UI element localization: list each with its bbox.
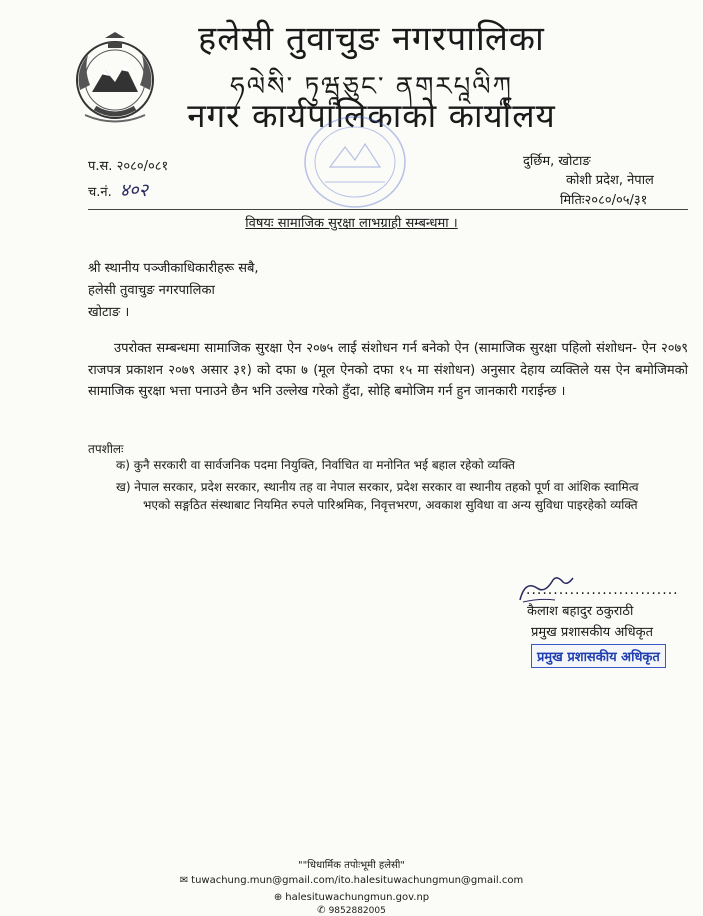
footer-phone-row [0, 905, 703, 916]
footer-website[interactable]: halesituwachungmun.gov.np [285, 892, 430, 903]
signatory-title: प्रमुख प्रशासकीय अधिकृत [531, 625, 654, 640]
details-item-ka: क) कुनै सरकारी वा सार्वजनिक पदमा नियुक्ति, निर्वाचित वा मनोनित भई बहाल रहेको व्यक्ति [116, 458, 515, 472]
header-divider [88, 209, 688, 210]
letter-date: मितिः२०८०/०५/३१ [560, 193, 648, 208]
letter-number: प.स. २०८०/०८१ [88, 159, 169, 174]
dispatch-number-value: ४०२ [119, 180, 148, 201]
signatory-name: कैलाश बहादुर ठकुराठी [527, 604, 634, 619]
office-name: नगर कार्यपालिकाको कार्यालय [187, 96, 556, 135]
recipient-line-2: हलेसी तुवाचुङ नगरपालिका [88, 283, 215, 298]
globe-icon: ⊕ [273, 892, 283, 903]
signature-line: ............................ [526, 582, 679, 598]
footer-email[interactable]: tuwachung.mun@gmail.com/ito.halesituwachungmun@gmail.com [191, 875, 524, 886]
signatory-stamp: प्रमुख प्रशासकीय अधिकृत [531, 644, 666, 668]
mail-icon: ✉ [179, 875, 189, 886]
phone-icon: ✆ [317, 905, 326, 916]
footer-email-row [0, 875, 703, 886]
address-line-2: कोशी प्रदेश, नेपाल [566, 173, 654, 188]
recipient-line-3: खोटाङ । [88, 305, 130, 320]
letter-body: उपरोक्त सम्बन्धमा सामाजिक सुरक्षा ऐन २०७५ लाई संशोधन गर्न बनेको ऐन (सामाजिक सुरक्षा पहिलो संशोधन- ऐन २०७९ राजपत्र प्रकाशन २०७९ असार ३१) को दफा ७ (मूल ऐनको दफा १५ मा संशोधन) अनुसार देहाय व्यक्तिले यस ऐन बमोजिमको सामाजिक सुरक्षा भत्ता पनाउने छैन भनि उल्लेख गरेको हुँदा, सोहि बमोजिम गर्न हुन जानकारी गराईन्छ । [88, 341, 688, 399]
recipient-line-1: श्री स्थानीय पञ्जीकाधिकारीहरू सबै, [88, 261, 259, 276]
dispatch-number [88, 178, 148, 202]
footer-motto: ""धिधार्मिक तपोःभूमी हलेसी" [298, 860, 405, 871]
details-label: तपशीलः [88, 442, 124, 456]
details-item-kha: ख) नेपाल सरकार, प्रदेश सरकार, स्थानीय तह वा नेपाल सरकार, प्रदेश सरकार वा स्थानीय तहको पूर्ण वा आंशिक स्वामित्व [116, 480, 639, 494]
footer-phone: 9852882005 [328, 906, 386, 916]
details-item-kha-cont: भएको सङ्गठित संस्थाबाट नियमित रुपले पारिश्रमिक, निवृत्तभरण, अवकाश सुविधा वा अन्य सुविधा पाइरहेको व्यक्ति [143, 498, 638, 512]
letter-subject: विषयः सामाजिक सुरक्षा लाभग्राही सम्बन्धमा । [245, 216, 458, 231]
dispatch-label: च.नं. [88, 185, 112, 200]
address-line-1: दुर्छिम, खोटाङ [523, 154, 591, 169]
municipality-name-script: ཧལེསི་ ཏུཝཱཅུང་ ནགརཔཱལིཀཱ [230, 72, 513, 102]
municipality-name: हलेसी तुवाचुङ नगरपालिका [198, 19, 545, 59]
footer-website-row [0, 892, 703, 903]
office-seal-icon [300, 112, 410, 212]
